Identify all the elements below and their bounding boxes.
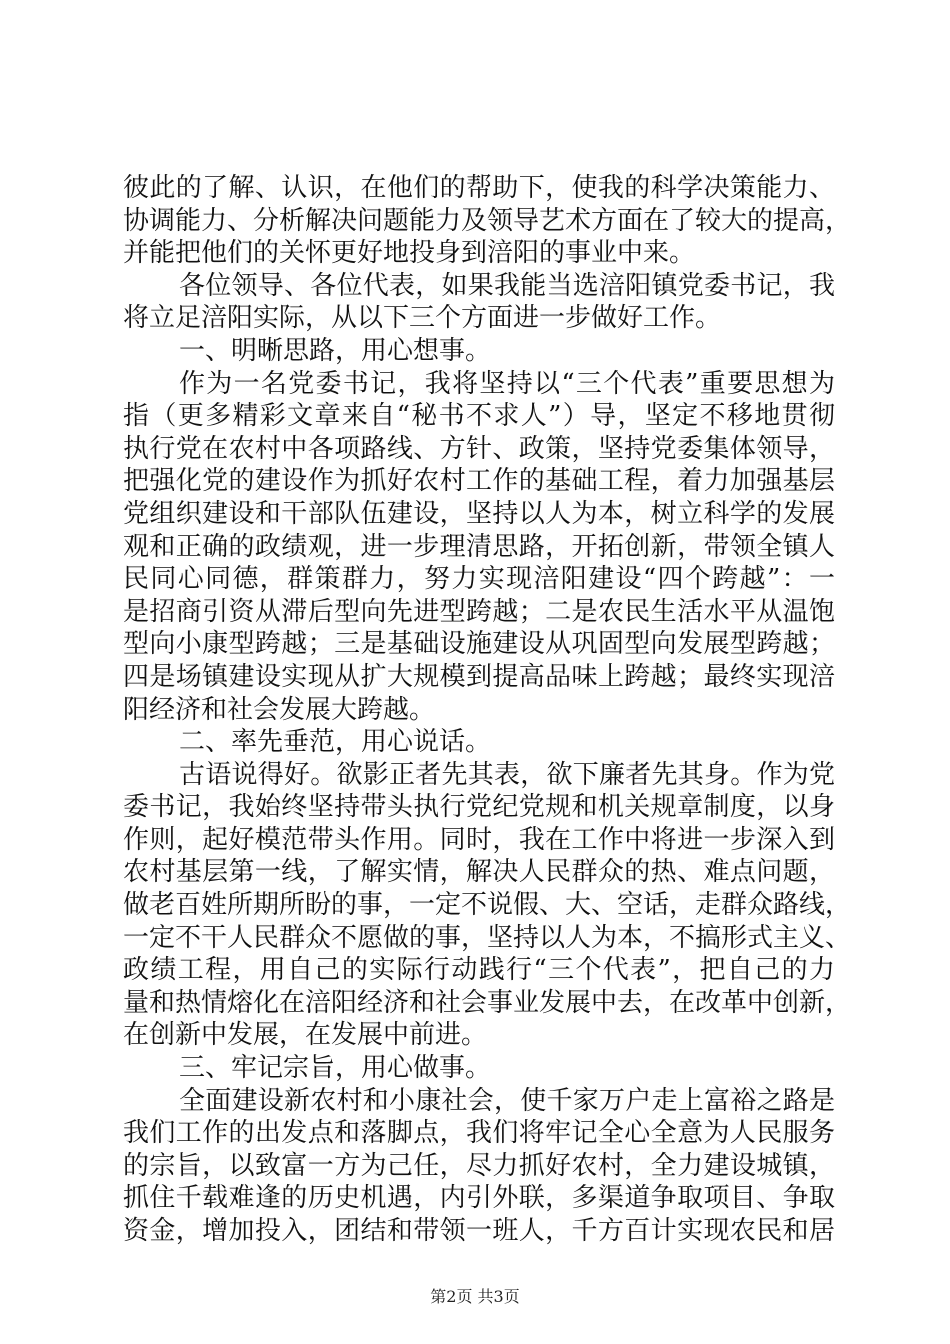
text-line: 作则，起好模范带头作用。同时，我在工作中将进一步深入到: [123, 824, 835, 855]
text-line: 量和热情熔化在涪阳经济和社会事业发展中去，在改革中创新，: [123, 987, 852, 1018]
text-line: 农村基层第一线，了解实情，解决人民群众的热、难点问题，: [123, 857, 835, 888]
text-line: 资金，增加投入，团结和带领一班人，千方百计实现农民和居: [123, 1216, 835, 1246]
text-line: 各位领导、各位代表，如果我能当选涪阳镇党委书记，我: [179, 270, 835, 301]
text-line: 型向小康型跨越；三是基础设施建设从巩固型向发展型跨越；: [123, 629, 835, 660]
text-line: 全面建设新农村和小康社会，使千家万户走上富裕之路是: [179, 1085, 835, 1116]
text-line: 民同心同德，群策群力，努力实现涪阳建设“四个跨越”：一: [123, 564, 835, 595]
text-line: 政绩工程，用自己的实际行动践行“三个代表”，把自己的力: [123, 955, 835, 986]
document-body: [123, 172, 852, 1248]
text-line: 指（更多精彩文章来自“秘书不求人”）导，坚定不移地贯彻: [123, 401, 835, 432]
text-line: 执行党在农村中各项路线、方针、政策，坚持党委集体领导，: [123, 433, 835, 464]
text-line: 彼此的了解、认识，在他们的帮助下，使我的科学决策能力、: [123, 173, 835, 203]
text-line: 做老百姓所期所盼的事，一定不说假、大、空话，走群众路线，: [123, 890, 852, 921]
text-line: 将立足涪阳实际，从以下三个方面进一步做好工作。: [123, 303, 722, 334]
text-line: 协调能力、分析解决问题能力及领导艺术方面在了较大的提高，: [123, 205, 852, 236]
text-line: 委书记，我始终坚持带头执行党纪党规和机关规章制度，以身: [123, 792, 835, 823]
text-line: 古语说得好。欲影正者先其表，欲下廉者先其身。作为党: [179, 759, 835, 790]
text-line: 在创新中发展，在发展中前进。: [123, 1020, 488, 1051]
text-line: 的宗旨，以致富一方为己任，尽力抓好农村，全力建设城镇，: [123, 1150, 835, 1181]
text-line: 观和正确的政绩观，进一步理清思路，开拓创新，带领全镇人: [123, 531, 835, 562]
text-line: 把强化党的建设作为抓好农村工作的基础工程，着力加强基层: [123, 466, 835, 497]
text-line: 阳经济和社会发展大跨越。: [123, 694, 436, 725]
text-line: 我们工作的出发点和落脚点，我们将牢记全心全意为人民服务: [123, 1118, 835, 1149]
text-line: 并能把他们的关怀更好地投身到涪阳的事业中来。: [123, 238, 696, 269]
text-line: 是招商引资从滞后型向先进型跨越；二是农民生活水平从温饱: [123, 596, 835, 627]
text-line: 一定不干人民群众不愿做的事，坚持以人为本，不搞形式主义、: [123, 922, 852, 953]
text-line: 作为一名党委书记，我将坚持以“三个代表”重要思想为: [179, 368, 835, 399]
text-line: 三、牢记宗旨，用心做事。: [179, 1053, 492, 1084]
text-line: 一、明晰思路，用心想事。: [179, 335, 492, 366]
text-line: 二、率先垂范，用心说话。: [179, 727, 492, 758]
text-line: 抓住千载难逢的历史机遇，内引外联，多渠道争取项目、争取: [123, 1183, 835, 1214]
text-line: 四是场镇建设实现从扩大规模到提高品味上跨越；最终实现涪: [123, 661, 835, 692]
page-footer: 第2页 共3页: [430, 1287, 520, 1306]
text-line: 党组织建设和干部队伍建设，坚持以人为本，树立科学的发展: [123, 498, 835, 529]
